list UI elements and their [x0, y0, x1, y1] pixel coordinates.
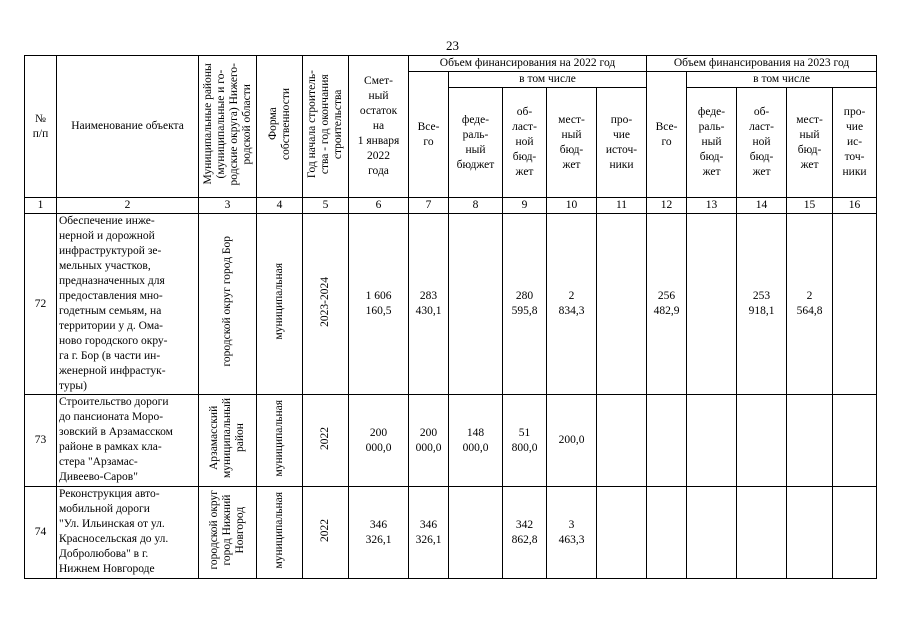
header-other-2023: про- чие ис- точ- ники — [833, 88, 877, 198]
header-total-2022: Все- го — [409, 72, 449, 198]
row-federal-2022: 148 000,0 — [449, 395, 503, 487]
row-federal-2022 — [449, 487, 503, 579]
header-district — [199, 56, 257, 198]
row-other-2022 — [597, 395, 647, 487]
financing-table — [24, 55, 877, 579]
row-local-2023: 2 564,8 — [787, 214, 833, 395]
table-row — [25, 395, 877, 487]
col-number: 12 — [647, 198, 687, 214]
col-number: 9 — [503, 198, 547, 214]
row-local-2022: 200,0 — [547, 395, 597, 487]
row-total-2022: 200 000,0 — [409, 395, 449, 487]
row-local-2022: 3 463,3 — [547, 487, 597, 579]
row-num: 74 — [25, 487, 57, 579]
header-years-text: Год начала строитель- ства - год окончания строительства — [306, 69, 344, 179]
col-number: 14 — [737, 198, 787, 214]
row-regional-2023 — [737, 487, 787, 579]
row-name: Обеспечение инже- нерной и дорожной инфраструктурой зе- мельных участков, предназначенных для предоставления мно- годетным семьям, на территории у д. Ома- ново городского окру- га г. Бор (в части ин- женерной инфрастук- туры) — [57, 214, 199, 395]
row-ownership — [257, 487, 303, 579]
row-remainder: 200 000,0 — [349, 395, 409, 487]
row-ownership-text: муниципальная — [273, 491, 285, 569]
row-local-2022: 2 834,3 — [547, 214, 597, 395]
header-fin2022: Объем финансирования на 2022 год — [409, 56, 647, 72]
row-district-text: городской округ город Бор — [221, 236, 233, 367]
row-name: Реконструкция авто- мобильной дороги "Ул. Ильинская от ул. Красносельская до ул. Добролюбова" в г. Нижнем Новгороде — [57, 487, 199, 579]
row-total-2022: 283 430,1 — [409, 214, 449, 395]
row-other-2022 — [597, 487, 647, 579]
header-incl-2022: в том числе — [449, 72, 647, 88]
row-regional-2023 — [737, 395, 787, 487]
header-years — [303, 56, 349, 198]
row-ownership-text: муниципальная — [273, 399, 285, 477]
row-remainder: 1 606 160,5 — [349, 214, 409, 395]
row-total-2023 — [647, 487, 687, 579]
row-regional-2022: 342 862,8 — [503, 487, 547, 579]
row-ownership-text: муниципальная — [273, 263, 285, 340]
col-number: 6 — [349, 198, 409, 214]
row-regional-2022: 280 595,8 — [503, 214, 547, 395]
row-ownership — [257, 214, 303, 395]
header-regional-2022: об- ласт- ной бюд- жет — [503, 88, 547, 198]
row-ownership — [257, 395, 303, 487]
page-number: 23 — [446, 38, 459, 53]
header-row-1 — [25, 56, 877, 72]
header-local-2023: мест- ный бюд- жет — [787, 88, 833, 198]
row-federal-2023 — [687, 214, 737, 395]
row-years-text: 2023-2024 — [319, 276, 331, 327]
header-fin2023: Объем финансирования на 2023 год — [647, 56, 877, 72]
header-total-2023: Все- го — [647, 72, 687, 198]
row-total-2023: 256 482,9 — [647, 214, 687, 395]
row-remainder: 346 326,1 — [349, 487, 409, 579]
row-num: 72 — [25, 214, 57, 395]
header-name: Наименование объекта — [57, 56, 199, 198]
header-num: № п/п — [25, 56, 57, 198]
row-local-2023 — [787, 395, 833, 487]
header-federal-2022: феде- раль- ный бюджет — [449, 88, 503, 198]
row-district-text: городской округ город Нижний Новгород — [208, 490, 246, 570]
row-local-2023 — [787, 487, 833, 579]
row-federal-2023 — [687, 395, 737, 487]
header-regional-2023: об- ласт- ной бюд- жет — [737, 88, 787, 198]
row-federal-2023 — [687, 487, 737, 579]
row-total-2022: 346 326,1 — [409, 487, 449, 579]
row-regional-2023: 253 918,1 — [737, 214, 787, 395]
col-number: 1 — [25, 198, 57, 214]
row-other-2023 — [833, 487, 877, 579]
row-other-2023 — [833, 395, 877, 487]
row-years-text: 2022 — [319, 518, 331, 542]
col-number: 3 — [199, 198, 257, 214]
table-row — [25, 487, 877, 579]
header-federal-2023: феде- раль- ный бюд- жет — [687, 88, 737, 198]
row-other-2022 — [597, 214, 647, 395]
row-regional-2022: 51 800,0 — [503, 395, 547, 487]
col-number: 13 — [687, 198, 737, 214]
header-other-2022: про- чие источ- ники — [597, 88, 647, 198]
header-local-2022: мест- ный бюд- жет — [547, 88, 597, 198]
col-number: 11 — [597, 198, 647, 214]
col-number: 2 — [57, 198, 199, 214]
row-district — [199, 214, 257, 395]
header-incl-2023: в том числе — [687, 72, 877, 88]
col-number: 10 — [547, 198, 597, 214]
row-district — [199, 487, 257, 579]
col-number: 4 — [257, 198, 303, 214]
header-ownership-text: Форма собственности — [266, 88, 292, 160]
row-district-text: Арзамасский муниципальный район — [208, 397, 246, 479]
row-years-text: 2022 — [319, 426, 331, 450]
row-years — [303, 487, 349, 579]
column-numbers-row — [25, 198, 877, 214]
row-name: Строительство дороги до пансионата Моро- зовский в Арзамасском районе в рамках кла- стера "Арзамас- Дивеево-Саров" — [57, 395, 199, 487]
header-district-text: Муниципальные районы (муниципальные и го- родские округа) Нижего- родской области — [201, 62, 253, 186]
row-other-2023 — [833, 214, 877, 395]
row-years — [303, 214, 349, 395]
col-number: 8 — [449, 198, 503, 214]
col-number: 5 — [303, 198, 349, 214]
table-row — [25, 214, 877, 395]
col-number: 16 — [833, 198, 877, 214]
header-remainder: Смет- ный остаток на 1 января 2022 года — [349, 56, 409, 198]
row-total-2023 — [647, 395, 687, 487]
row-num: 73 — [25, 395, 57, 487]
row-years — [303, 395, 349, 487]
header-ownership — [257, 56, 303, 198]
col-number: 7 — [409, 198, 449, 214]
col-number: 15 — [787, 198, 833, 214]
row-federal-2022 — [449, 214, 503, 395]
row-district — [199, 395, 257, 487]
